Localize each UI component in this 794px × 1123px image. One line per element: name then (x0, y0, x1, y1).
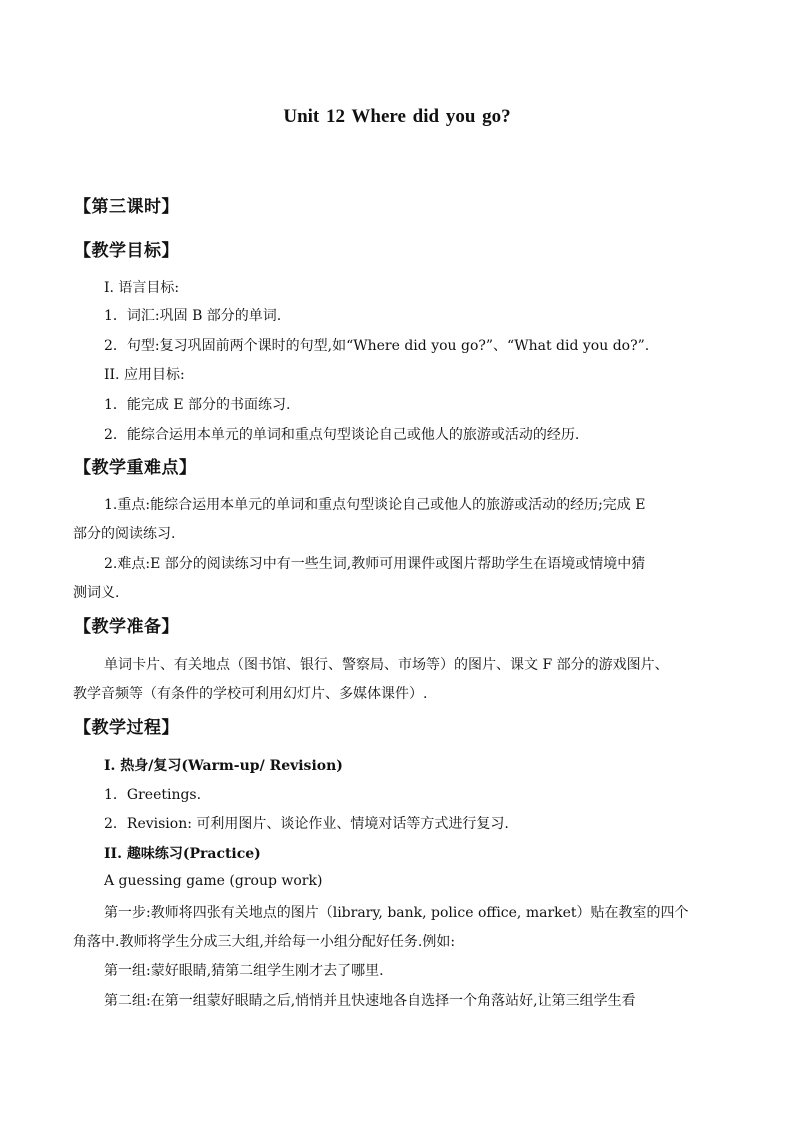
process-line: 1．Greetings. (104, 787, 202, 803)
process-line: 第二组:在第一组蒙好眼睛之后,悄悄并且快速地各自选择一个角落站好,让第三组学生看 (104, 993, 636, 1009)
process-line: 2．Revision: 可利用图片、谈论作业、情境对话等方式进行复习. (104, 816, 509, 832)
process-heading: 【教学过程】 (74, 718, 179, 738)
objectives-heading: 【教学目标】 (74, 241, 179, 261)
preparation-heading: 【教学准备】 (74, 617, 179, 637)
process-subheading: I. 热身/复习(Warm-up/ Revision) (104, 758, 343, 774)
key-points-heading: 【教学重难点】 (74, 458, 197, 478)
preparation-line: 教学音频等（有条件的学校可利用幻灯片、多媒体课件）. (73, 686, 428, 702)
objectives-line: 2．能综合运用本单元的单词和重点句型谈论自己或他人的旅游或活动的经历. (104, 427, 580, 443)
process-line: 角落中.教师将学生分成三大组,并给每一小组分配好任务.例如: (73, 934, 456, 950)
key-points-line: 1.重点:能综合运用本单元的单词和重点句型谈论自己或他人的旅游或活动的经历;完成 E (104, 497, 646, 513)
objectives-line: 1．词汇:巩固 B 部分的单词. (104, 308, 282, 324)
key-points-line: 2.难点:E 部分的阅读练习中有一些生词,教师可用课件或图片帮助学生在语境或情境中猜 (104, 556, 646, 572)
document-title: Unit 12 Where did you go? (283, 106, 511, 127)
lesson-label: 【第三课时】 (74, 197, 179, 217)
process-line: A guessing game (group work) (104, 873, 323, 889)
preparation-line: 单词卡片、有关地点（图书馆、银行、警察局、市场等）的图片、课文 F 部分的游戏图片、 (104, 657, 669, 673)
objectives-line: I. 语言目标: (104, 280, 180, 296)
process-line: 第一步:教师将四张有关地点的图片（library, bank, police office, market）贴在教室的四个 (104, 905, 689, 921)
objectives-line: 1．能完成 E 部分的书面练习. (104, 397, 291, 413)
key-points-line: 测词义. (73, 585, 120, 601)
process-line: 第一组:蒙好眼睛,猜第二组学生刚才去了哪里. (104, 963, 384, 979)
key-points-line: 部分的阅读练习. (73, 526, 176, 542)
process-subheading: II. 趣味练习(Practice) (104, 846, 261, 862)
objectives-line: II. 应用目标: (104, 367, 185, 383)
objectives-line: 2．句型:复习巩固前两个课时的句型,如“Where did you go?”、“What did you do?”. (104, 338, 650, 354)
